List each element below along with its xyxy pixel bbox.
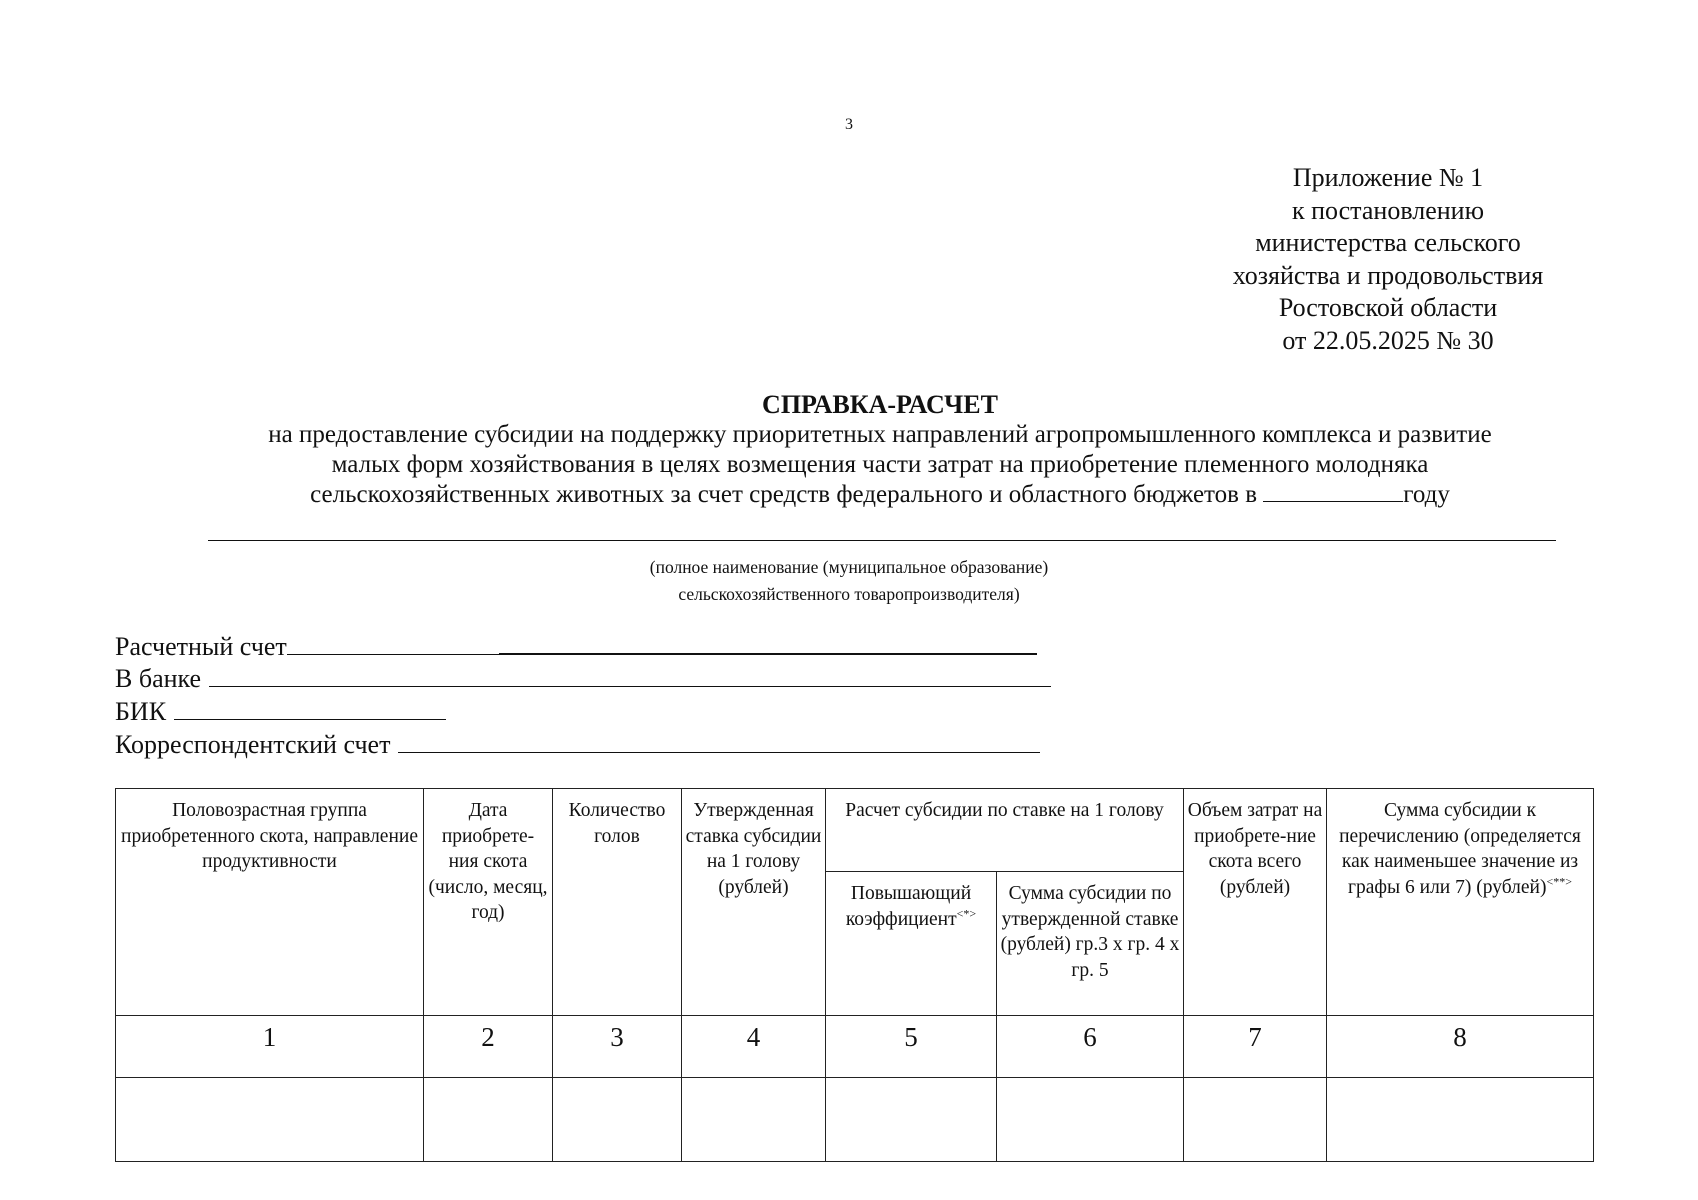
document-title: СПРАВКА-РАСЧЕТ: [762, 390, 998, 419]
producer-name-caption: [0, 554, 1698, 608]
account-field-part2[interactable]: [499, 629, 1037, 655]
table-cell[interactable]: [1184, 1078, 1327, 1162]
column-number: 1: [116, 1016, 424, 1078]
column-number: 7: [1184, 1016, 1327, 1078]
corr-account-label: Корреспондентский счет: [115, 730, 391, 759]
subtitle-line: малых форм хозяйствования в целях возмещения части затрат на приобретение племенного молодняка: [331, 450, 1429, 478]
column-number: 2: [424, 1016, 553, 1078]
appendix-line: от 22.05.2025 № 30: [1282, 325, 1494, 355]
corr-account-row: [115, 728, 1051, 761]
appendix-line: Ростовской области: [1278, 293, 1498, 322]
bik-row: [115, 695, 1051, 728]
table-cell[interactable]: [424, 1078, 553, 1162]
producer-name-line[interactable]: [208, 540, 1556, 541]
subtitle-line-text: сельскохозяйственных животных за счет средств федерального и областного бюджетов в: [310, 481, 1257, 508]
year-blank-field[interactable]: [1263, 479, 1403, 502]
header-subsidy-calculation-group: Расчет субсидии по ставке на 1 голову: [826, 789, 1184, 872]
appendix-line: министерства сельского: [1255, 228, 1521, 257]
table-cell[interactable]: [1327, 1078, 1594, 1162]
header-approved-rate: Утвержденная ставка субсидии на 1 голову (рублей): [682, 789, 826, 1016]
table-cell[interactable]: [116, 1078, 424, 1162]
bank-field[interactable]: [209, 662, 1051, 687]
header-head-count: Количество голов: [553, 789, 682, 1016]
caption-line: сельскохозяйственного товаропроизводителя): [678, 584, 1020, 604]
subsidy-calculation-table: [115, 788, 1594, 1162]
column-number: 3: [553, 1016, 682, 1078]
document-title-block: [160, 390, 1600, 510]
subtitle-line: [160, 479, 1600, 510]
column-number: 8: [1327, 1016, 1594, 1078]
bik-field[interactable]: [174, 695, 446, 720]
header-subsidy-amount: Сумма субсидии по утвержденной ставке (рублей) гр.3 х гр. 4 х гр. 5: [997, 872, 1184, 1016]
table-cell[interactable]: [997, 1078, 1184, 1162]
bank-label: В банке: [115, 664, 202, 693]
table-cell[interactable]: [826, 1078, 997, 1162]
page-number: 3: [845, 116, 853, 133]
appendix-block: [1220, 162, 1556, 357]
column-number: 5: [826, 1016, 997, 1078]
account-label: Расчетный счет: [115, 632, 287, 661]
footnote-marker: <**>: [1546, 874, 1573, 888]
header-livestock-group: Половозрастная группа приобретенного скота, направление продуктивности: [116, 789, 424, 1016]
column-number: 4: [682, 1016, 826, 1078]
appendix-line: к постановлению: [1291, 195, 1485, 225]
corr-account-field[interactable]: [398, 728, 1040, 753]
appendix-line: Приложение № 1: [1292, 163, 1484, 192]
bank-row: [115, 662, 1051, 695]
header-total-costs: Объем затрат на приобрете-ние скота всего (рублей): [1184, 789, 1327, 1016]
caption-line: (полное наименование (муниципальное образование): [649, 557, 1049, 577]
footnote-marker: <*>: [956, 906, 977, 920]
header-subsidy-to-transfer: [1327, 789, 1594, 1016]
table-cell[interactable]: [553, 1078, 682, 1162]
account-row: [115, 629, 1051, 662]
column-number: 6: [997, 1016, 1184, 1078]
header-coefficient-text: Повышающий коэффициент: [845, 883, 972, 930]
header-purchase-date: Дата приобрете-ния скота (число, месяц, год): [424, 789, 553, 1016]
appendix-line: хозяйства и продовольствия: [1232, 260, 1544, 290]
table-cell[interactable]: [682, 1078, 826, 1162]
header-coefficient: [826, 872, 997, 1016]
document-subtitle: [160, 420, 1600, 510]
bik-label: БИК: [115, 697, 167, 726]
header-subsidy-to-transfer-text: Сумма субсидии к перечислению (определяется как наименьшее значение из графы 6 или 7) (рублей): [1339, 800, 1581, 898]
account-field-part1[interactable]: [287, 630, 499, 655]
subtitle-line: на предоставление субсидии на поддержку приоритетных направлений агропромышленного комплекса и развитие: [268, 421, 1492, 448]
bank-details: [115, 629, 1051, 761]
year-suffix: году: [1403, 481, 1450, 508]
